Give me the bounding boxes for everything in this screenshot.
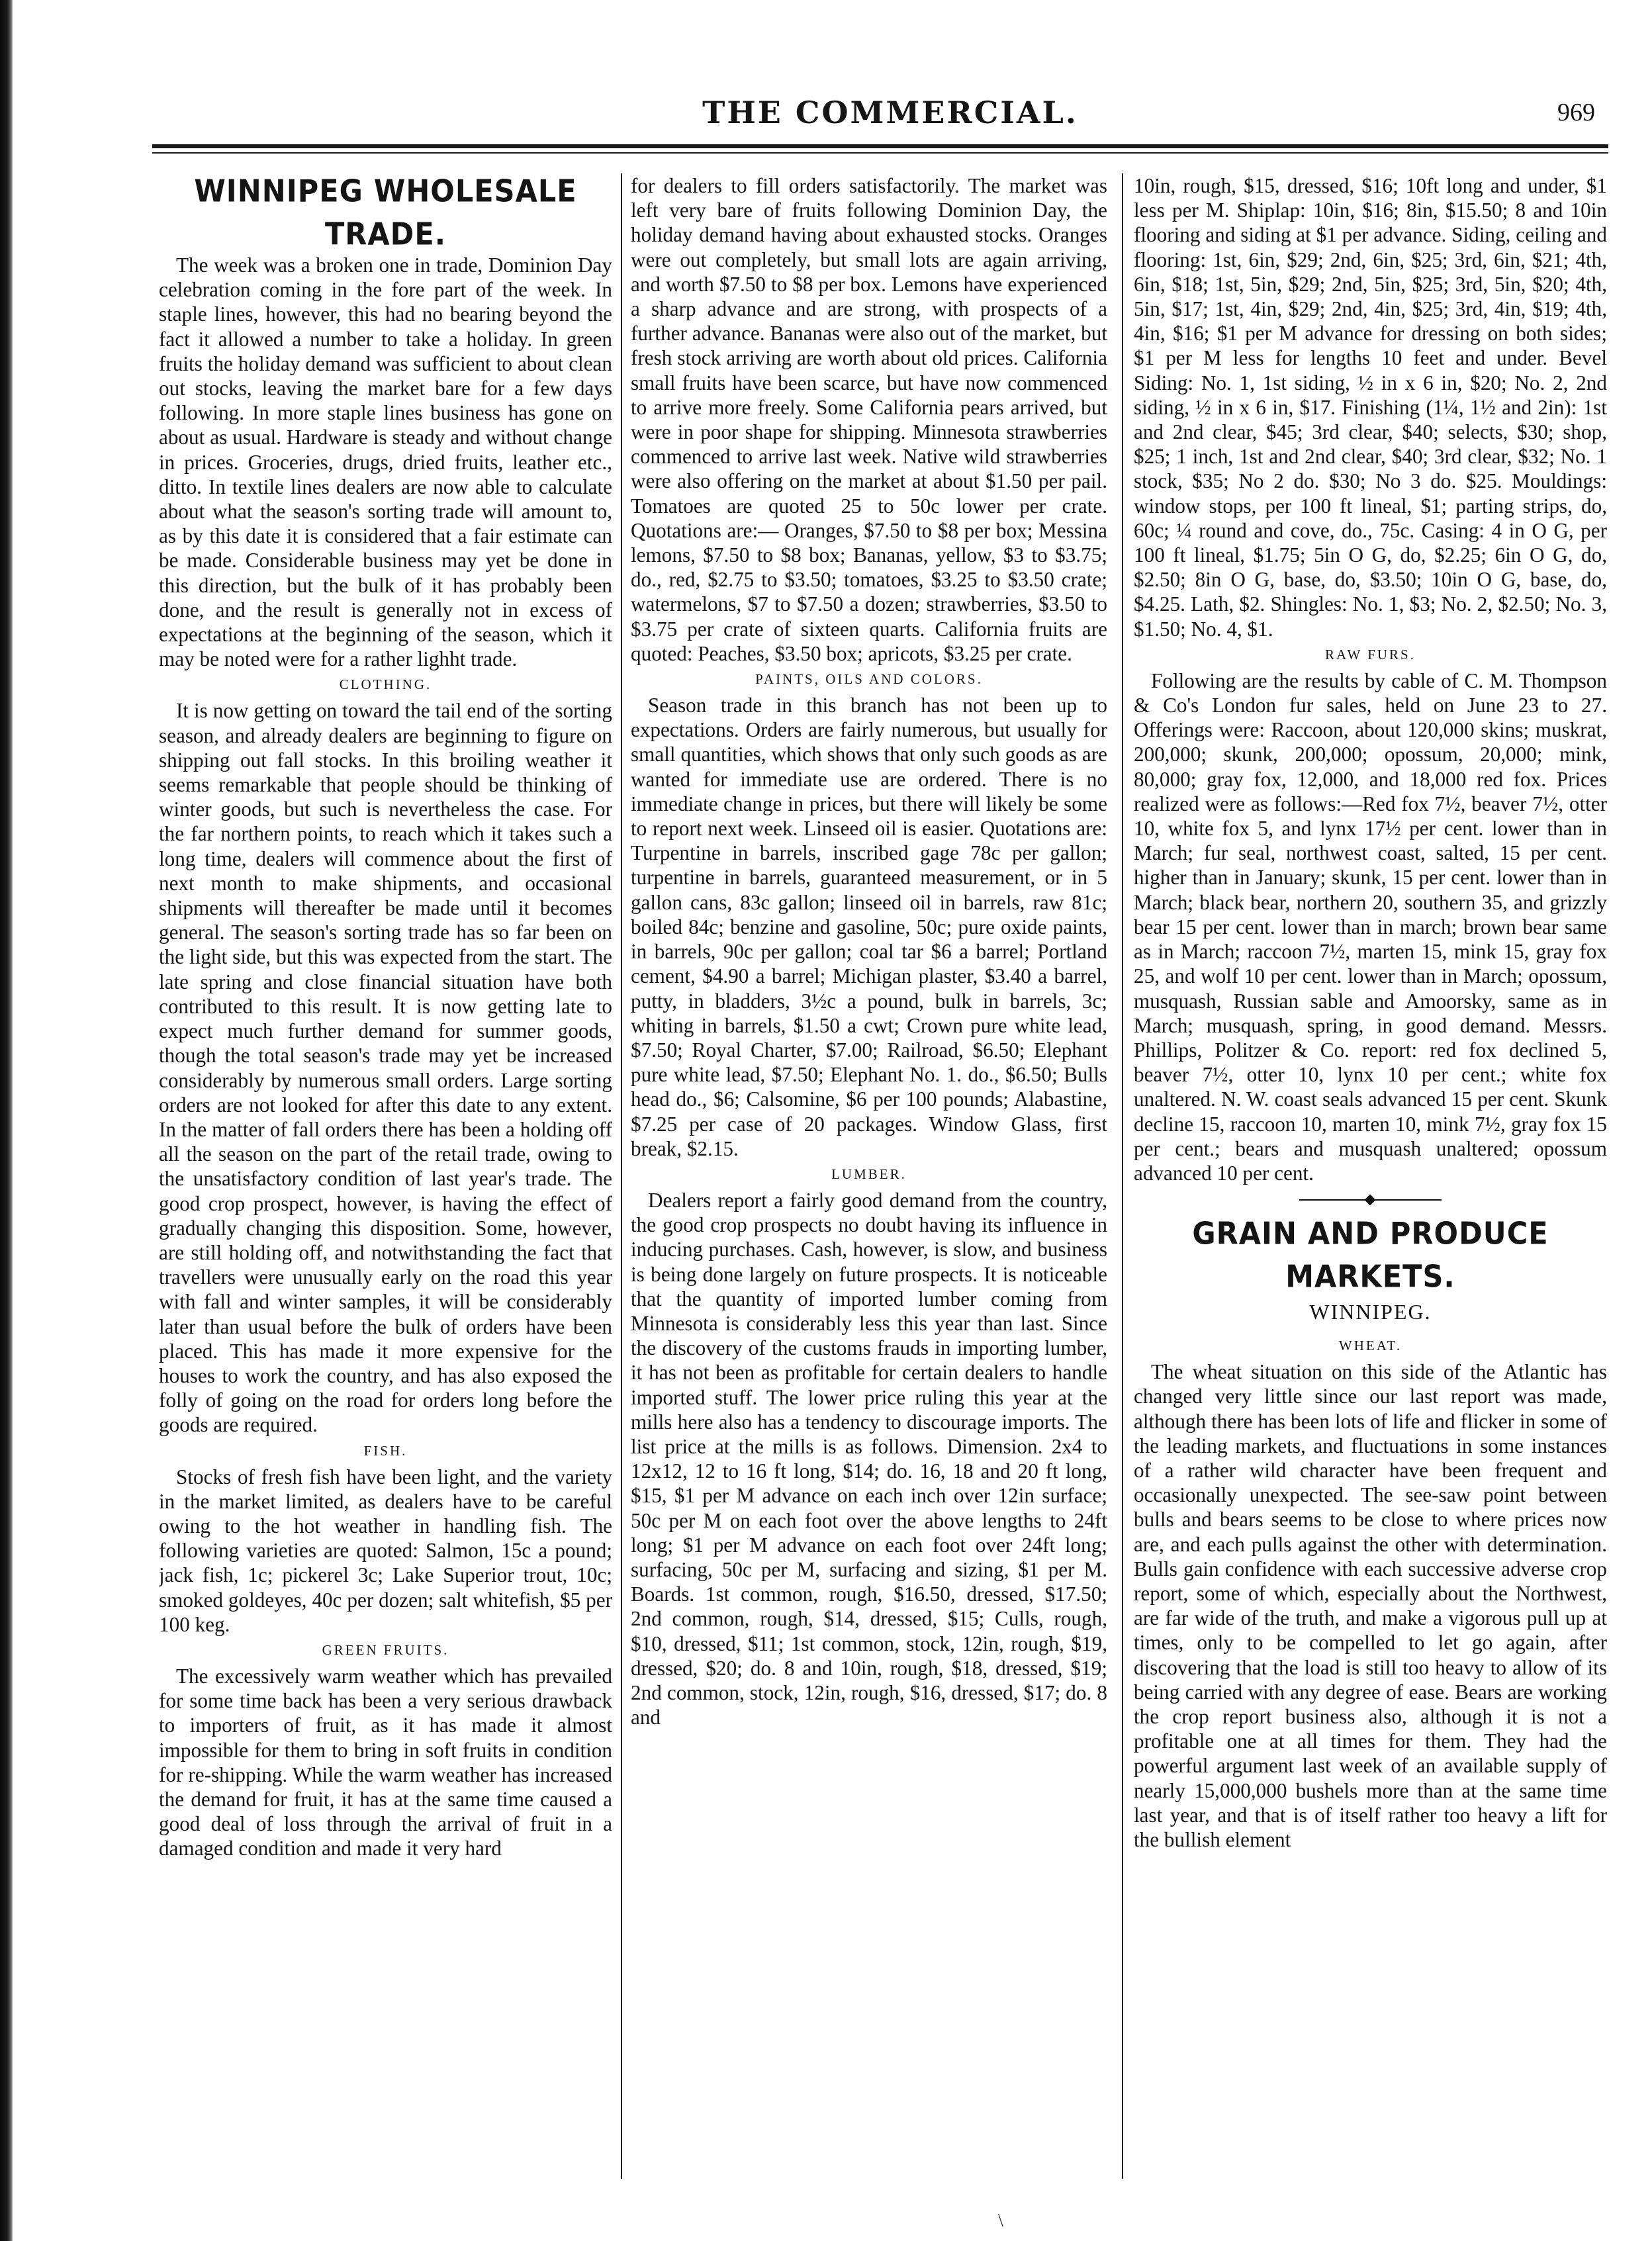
ornament-diamond-icon <box>1365 1195 1376 1206</box>
green-fruits-continued: for dealers to fill orders satisfactorily. The market was left very bare of fruits following Dominion Day, the holiday demand having about exhausted stocks. Oranges were out completely, but small lots are again arriving, and worth $7.50 to $8 per box. Lemons have experienced a sharp advance and are strong, with prospects of a further advance. Bananas were also out of the market, but fresh stock arriving are worth about old prices. California small fruits have been scarce, but have now commenced to arrive more freely. Some California pears arrived, but were in poor shape for shipping. Minnesota strawberries commenced to arrive last week. Native wild strawberries were also offering on the market at about $1.50 per pail. Tomatoes are quoted 25 to 50c lower per crate. Quotations are:— Oranges, $7.50 to $8 per box; Messina lemons, $7.50 to $8 box; Bananas, yellow, $3 to $3.75; do., red, $2.75 to $3.50; tomatoes, $3.25 to $3.50 crate; watermelons, $7 to $7.50 a dozen; strawberries, $3.50 to $3.75 per crate of sixteen quarts. California fruits are quoted: Peaches, $3.50 box; apricots, $3.25 per crate. <box>631 174 1107 665</box>
column-divider-1 <box>621 173 622 2179</box>
newspaper-masthead: THE COMMERCIAL. <box>702 95 1078 130</box>
stray-print-mark: \ <box>998 2211 1003 2231</box>
section-head-clothing: CLOTHING. <box>339 676 432 693</box>
column-1 <box>159 173 612 2179</box>
section-ornament-divider <box>1134 1192 1607 1208</box>
article-headline-grain-markets: GRAIN AND PRODUCE MARKETS. <box>1192 1216 1549 1295</box>
fish-paragraph: Stocks of fresh fish have been light, and the variety in the market limited, as dealers have to be careful owing to the hot weather in handling fish. The following varieties are quoted: Salmon, 15c a pound; jack fish, 1c; pickerel 3c; Lake Superior trout, 10c; smoked goldeyes, 40c per dozen; salt whitefish, $5 per 100 keg. <box>159 1465 612 1636</box>
city-subheading: WINNIPEG. <box>1309 1300 1432 1324</box>
section-head-paints: PAINTS, OILS AND COLORS. <box>755 671 983 688</box>
clothing-paragraph: It is now getting on toward the tail end of the sorting season, and already dealers are beginning to figure on shipping out fall stocks. In this broiling weather it seems remarkable that people should be thinking of winter goods, but such is nevertheless the case. For the far northern points, to reach which it takes such a long time, dealers will commence about the first of next month to make shipments, and occasional shipments will thereafter be made until it becomes general. The season's sorting trade has so far been on the light side, but this was expected from the start. The late spring and close financial situation have both contributed to this result. It is now getting late to expect much further demand for summer goods, though the total season's trade may yet be increased considerably by numerous small orders. Large sorting orders are not looked for after this date to any extent. In the matter of fall orders there has been a holding off all the season on the part of the retail trade, owing to the unsatisfactory condition of last year's trade. The good crop prospect, however, is having the effect of gradually changing this disposition. Some, however, are still holding off, and notwithstanding the fact that travellers were unusually early on the road this year with fall and winter samples, it will be considerably later than usual before the bulk of orders have been placed. This has made it more expensive for the houses to work the country, and has also exposed the folly of going on the road for orders long before the goods are required. <box>159 699 612 1437</box>
article-headline-wholesale-trade: WINNIPEG WHOLESALE TRADE. <box>194 173 577 253</box>
page-header <box>165 93 1615 132</box>
column-divider-2 <box>1122 173 1123 2179</box>
raw-furs-paragraph: Following are the results by cable of C. M. Thompson & Co's London fur sales, held on June 23 to 27. Offerings were: Raccoon, about 120,000 skins; muskrat, 200,000; skunk, 200,000; opossum, 20,000; mink, 80,000; gray fox, 12,000, and 18,000 red fox. Prices realized were as follows:—Red fox 7½, beaver 7½, otter 10, white fox 5, and lynx 17½ per cent. lower than in March; fur seal, northwest coast, salted, 15 per cent. higher than in January; skunk, 15 per cent. lower than in March; black bear, northern 20, southern 35, and grizzly bear 15 per cent. lower than in march; brown bear same as in March; raccoon 7½, marten 15, mink 15, gray fox 25, and wolf 10 per cent. lower than in March; opossum, musquash, Russian sable and Amoorsky, same as in March; musquash, spring, in good demand. Messrs. Phillips, Politzer & Co. report: red fox declined 5, beaver 7½, otter 10, lynx 10 per cent.; white fox unaltered. N. W. coast seals advanced 15 per cent. Skunk decline 15, raccoon 10, marten 10, mink 7½, gray fox 15 per cent.; bears and musquash unaltered; opossum advanced 10 per cent. <box>1134 668 1607 1185</box>
section-head-raw-furs: RAW FURS. <box>1325 646 1416 663</box>
paints-paragraph: Season trade in this branch has not been up to expectations. Orders are fairly numerous, but usually for small quantities, which shows that only such goods as are wanted for immediate use are ordered. There is no immediate change in prices, but there will likely be some to report next week. Linseed oil is easier. Quotations are: Turpentine in barrels, inscribed gage 78c per gallon; turpentine in barrels, guaranteed measurement, or in 5 gallon cans, 83c gallon; linseed oil in barrels, raw 81c; boiled 84c; benzine and gasoline, 50c; pure oxide paints, in barrels, 90c per gallon; coal tar $6 a barrel; Portland cement, $4.90 a barrel; Michigan plaster, $3.40 a barrel, putty, in bladders, 3½c a pound, bulk in barrels, 3c; whiting in barrels, $1.50 a cwt; Crown pure white lead, $7.50; Royal Charter, $7.00; Railroad, $6.50; Elephant pure white lead, $7.50; Elephant No. 1. do., $6.50; Bulls head do., $6; Calsomine, $6 per 100 pounds; Alabastine, $7.25 per case of 20 packages. Window Glass, first break, $2.15. <box>631 694 1107 1160</box>
section-head-green-fruits: GREEN FRUITS. <box>322 1641 449 1658</box>
column-3 <box>1134 173 1607 2179</box>
header-rule-thin <box>152 152 1608 154</box>
header-rule-thick <box>152 144 1608 148</box>
column-2 <box>631 173 1107 2179</box>
lumber-continued: 10in, rough, $15, dressed, $16; 10ft long and under, $1 less per M. Shiplap: 10in, $16; 8in, $15.50; 8 and 10in flooring and siding at $1 per advance. Siding, ceiling and flooring: 1st, 6in, $29; 2nd, 6in, $25; 3rd, 6in, $21; 4th, 6in, $18; 1st, 5in, $29; 2nd, 5in, $25; 3rd, 5in, $20; 4th, 5in, $17; 1st, 4in, $29; 2nd, 4in, $25; 3rd, 4in, $19; 4th, 4in, $16; $1 per M advance for dressing on both sides; $1 per M less for lengths 10 feet and under. Bevel Siding: No. 1, 1st siding, ½ in x 6 in, $20; No. 2, 2nd siding, ½ in x 6 in, $17. Finishing (1¼, 1½ and 2in): 1st and 2nd clear, $45; 3rd clear, $40; selects, $30; shop, $25; 1 inch, 1st and 2nd clear, $40; 3rd clear, $32; No. 1 stock, $35; No 2 do. $30; No 3 do. $25. Mouldings: window stops, per 100 ft lineal, $1; parting strips, do, 60c; ¼ round and cove, do., 75c. Casing: 4 in O G, per 100 ft lineal, $1.75; 5in O G, do, $2.25; 6in O G, do, $2.50; 8in O G, base, do, $3.50; 10in O G, base, do, $4.25. Lath, $2. Shingles: No. 1, $3; No. 2, $2.50; No. 3, $1.50; No. 4, $1. <box>1134 174 1607 641</box>
section-head-fish: FISH. <box>363 1442 408 1459</box>
page-number: 969 <box>1557 99 1595 126</box>
section-head-wheat: WHEAT. <box>1338 1338 1402 1354</box>
wholesale-intro-paragraph: The week was a broken one in trade, Dominion Day celebration coming in the fore part of the week. In staple lines, however, this had no bearing beyond the fact it allowed a number to take a holiday. In green fruits the holiday demand was sufficient to about clean out stocks, leaving the market bare for a few days following. In more staple lines business has gone on about as usual. Hardware is steady and without change in prices. Groceries, drugs, dried fruits, leather etc., ditto. In textile lines dealers are now able to calculate about what the season's sorting trade will amount to, as by this date it is considered that a fair estimate can be made. Considerable business may yet be done in this direction, but the bulk of it has probably been done, and the result is generally not in excess of expectations at the beginning of the season, which it may be noted were for a rather lighht trade. <box>159 253 612 671</box>
book-spine-shadow <box>0 0 13 2241</box>
lumber-paragraph: Dealers report a fairly good demand from the country, the good crop prospects no doubt having its influence in inducing purchases. Cash, however, is slow, and business is being done largely on future prospects. It is noticeable that the quantity of imported lumber coming from Minnesota is considerably less this year than last. Since the discovery of the customs frauds in importing lumber, it has not been as profitable for certain dealers to handle imported stuff. The lower price ruling this year at the mills here also has a tendency to discourage imports. The list price at the mills is as follows. Dimension. 2x4 to 12x12, 12 to 16 ft long, $14; do. 16, 18 and 20 ft long, $15, $1 per M advance on each inch over 12in surface; 50c per M on each foot over the above lengths to 24ft long; $1 per M advance on each foot over 24ft long; surfacing, 50c per M, surfacing and sizing, $1 per M. Boards. 1st common, rough, $16.50, dressed, $17.50; 2nd common, rough, $14, dressed, $15; Culls, rough, $10, dressed, $11; 1st common, stock, 12in, rough, $19, dressed, $20; do. 8 and 10in, rough, $18, dressed, $19; 2nd common, stock, 12in, rough, $16, dressed, $17; do. 8 and <box>631 1188 1107 1729</box>
wheat-paragraph: The wheat situation on this side of the Atlantic has changed very little since our last report was made, although there has been lots of life and flicker in some of the leading markets, and fluctuations in some instances of a rather wild character have been frequent and occasionally unexpected. The see-saw point between bulls and bears seems to be close to where prices now are, and each pulls against the other with determination. Bulls gain confidence with each successive adverse crop report, some of which, especially about the Northwest, are far wide of the truth, and make a vigorous pull up at times, only to be compelled to let go again, after discovering that the load is still too heavy to allow of its being carried with any degree of ease. Bears are working the crop report business also, although it is not a profitable one at all times for them. They had the powerful argument last week of an available supply of nearly 15,000,000 bushels more than at the same time last year, and that is of itself rather too heavy a lift for the bullish element <box>1134 1360 1607 1851</box>
section-head-lumber: LUMBER. <box>831 1166 907 1182</box>
green-fruits-paragraph: The excessively warm weather which has prevailed for some time back has been a very serious drawback to importers of fruit, as it has made it almost impossible for them to bring in soft fruits in condition for re-shipping. While the warm weather has increased the demand for fruit, it has at the same time caused a good deal of loss through the arrival of fruit in a damaged condition and made it very hard <box>159 1664 612 1860</box>
